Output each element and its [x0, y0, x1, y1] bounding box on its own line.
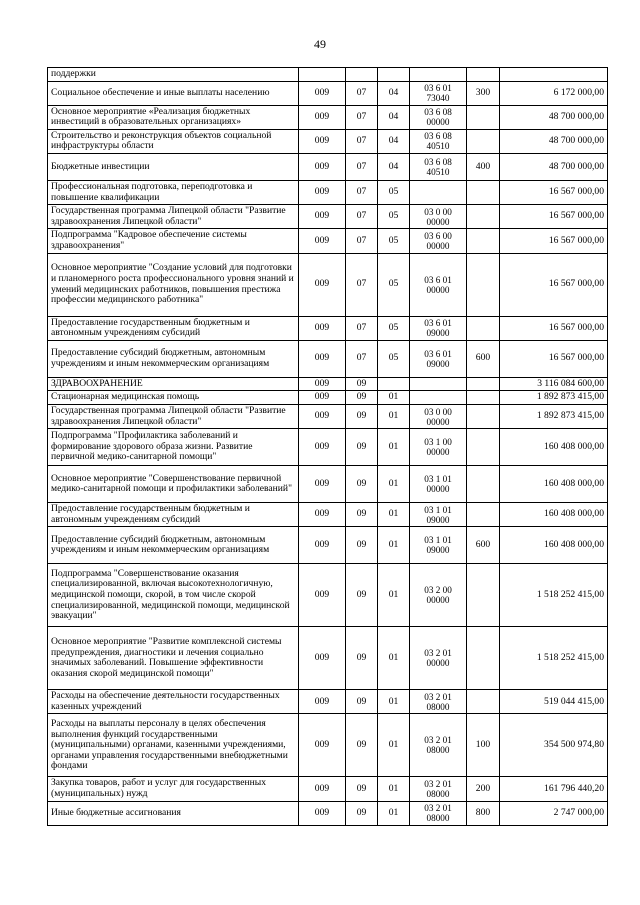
row-expense-type — [467, 253, 500, 316]
row-subsection-code — [378, 68, 410, 82]
row-subsection-code: 05 — [378, 340, 410, 377]
row-subsection-code: 05 — [378, 205, 410, 229]
row-ministry-code: 009 — [299, 391, 346, 405]
row-expense-type — [467, 316, 500, 340]
row-subsection-code: 01 — [378, 714, 410, 777]
row-ministry-code: 009 — [299, 564, 346, 627]
row-amount: 354 500 974,80 — [500, 714, 608, 777]
row-expense-type — [467, 68, 500, 82]
row-section-code: 09 — [346, 503, 378, 527]
row-expense-type — [467, 391, 500, 405]
row-amount: 16 567 000,00 — [500, 205, 608, 229]
row-subsection-code: 01 — [378, 391, 410, 405]
row-target-code: 03 2 01 08000 — [410, 690, 467, 714]
row-ministry-code: 009 — [299, 503, 346, 527]
row-amount: 2 747 000,00 — [500, 801, 608, 825]
row-subsection-code: 04 — [378, 129, 410, 153]
row-target-code: 03 1 01 09000 — [410, 503, 467, 527]
row-ministry-code: 009 — [299, 316, 346, 340]
row-target-code: 03 6 08 00000 — [410, 105, 467, 129]
table-row — [48, 503, 608, 527]
row-section-code: 07 — [346, 81, 378, 105]
row-subsection-code: 05 — [378, 316, 410, 340]
row-target-code: 03 2 00 00000 — [410, 564, 467, 627]
row-ministry-code: 009 — [299, 377, 346, 391]
row-expense-type: 600 — [467, 340, 500, 377]
table-row — [48, 801, 608, 825]
row-name: Закупка товаров, работ и услуг для государственных (муниципальных) нужд — [48, 777, 299, 801]
row-subsection-code: 01 — [378, 466, 410, 503]
row-amount: 48 700 000,00 — [500, 105, 608, 129]
table-row — [48, 429, 608, 466]
table-row — [48, 777, 608, 801]
row-ministry-code: 009 — [299, 429, 346, 466]
row-target-code: 03 2 01 08000 — [410, 714, 467, 777]
row-expense-type: 600 — [467, 527, 500, 564]
table-row — [48, 105, 608, 129]
row-subsection-code: 01 — [378, 527, 410, 564]
row-subsection-code: 01 — [378, 564, 410, 627]
page-number: 49 — [314, 37, 326, 51]
row-name: Предоставление субсидий бюджетным, автономным учреждениям и иным некоммерческим организациям — [48, 527, 299, 564]
row-target-code: 03 0 00 00000 — [410, 205, 467, 229]
table-row — [48, 205, 608, 229]
row-name: Строительство и реконструкция объектов социальной инфраструктуры области — [48, 129, 299, 153]
table-row — [48, 81, 608, 105]
row-ministry-code: 009 — [299, 229, 346, 253]
row-ministry-code: 009 — [299, 180, 346, 204]
row-section-code: 07 — [346, 340, 378, 377]
budget-table-body — [48, 68, 608, 826]
row-section-code: 09 — [346, 627, 378, 690]
table-row — [48, 253, 608, 316]
row-ministry-code: 009 — [299, 129, 346, 153]
table-row — [48, 316, 608, 340]
row-name: ЗДРАВООХРАНЕНИЕ — [48, 377, 299, 391]
row-expense-type: 800 — [467, 801, 500, 825]
row-target-code: 03 1 01 00000 — [410, 466, 467, 503]
row-amount: 16 567 000,00 — [500, 229, 608, 253]
row-name: Предоставление субсидий бюджетным, автономным учреждениям и иным некоммерческим организациям — [48, 340, 299, 377]
row-subsection-code — [378, 377, 410, 391]
row-name: Предоставление государственным бюджетным и автономным учреждениям субсидий — [48, 503, 299, 527]
row-target-code: 03 0 00 00000 — [410, 404, 467, 428]
row-subsection-code: 04 — [378, 105, 410, 129]
row-name: Предоставление государственным бюджетным и автономным учреждениям субсидий — [48, 316, 299, 340]
row-name: Социальное обеспечение и иные выплаты населению — [48, 81, 299, 105]
table-row — [48, 564, 608, 627]
row-name: Государственная программа Липецкой области "Развитие здравоохранения Липецкой области" — [48, 205, 299, 229]
table-row — [48, 391, 608, 405]
row-expense-type — [467, 180, 500, 204]
row-amount: 1 518 252 415,00 — [500, 627, 608, 690]
row-amount: 48 700 000,00 — [500, 129, 608, 153]
row-amount: 161 796 440,20 — [500, 777, 608, 801]
row-amount — [500, 68, 608, 82]
row-subsection-code: 01 — [378, 801, 410, 825]
row-name: Основное мероприятие «Реализация бюджетных инвестиций в образовательных организациях» — [48, 105, 299, 129]
row-amount: 16 567 000,00 — [500, 340, 608, 377]
row-expense-type: 400 — [467, 153, 500, 180]
row-ministry-code: 009 — [299, 105, 346, 129]
row-subsection-code: 04 — [378, 81, 410, 105]
row-ministry-code: 009 — [299, 801, 346, 825]
row-section-code: 09 — [346, 404, 378, 428]
row-name: Бюджетные инвестиции — [48, 153, 299, 180]
row-target-code — [410, 68, 467, 82]
table-row — [48, 690, 608, 714]
row-subsection-code: 04 — [378, 153, 410, 180]
row-name: Профессиональная подготовка, переподготовка и повышение квалификации — [48, 180, 299, 204]
row-expense-type — [467, 564, 500, 627]
table-row — [48, 466, 608, 503]
row-name: Основное мероприятие "Совершенствование первичной медико-санитарной помощи и профилактики заболеваний" — [48, 466, 299, 503]
row-name: Подпрограмма "Кадровое обеспечение системы здравоохранения" — [48, 229, 299, 253]
row-section-code: 07 — [346, 205, 378, 229]
row-subsection-code: 01 — [378, 690, 410, 714]
row-ministry-code: 009 — [299, 714, 346, 777]
row-expense-type — [467, 503, 500, 527]
row-section-code: 07 — [346, 253, 378, 316]
row-name: Стационарная медицинская помощь — [48, 391, 299, 405]
row-ministry-code: 009 — [299, 690, 346, 714]
row-ministry-code: 009 — [299, 81, 346, 105]
row-target-code: 03 2 01 08000 — [410, 801, 467, 825]
row-subsection-code: 01 — [378, 627, 410, 690]
table-row — [48, 627, 608, 690]
row-expense-type: 100 — [467, 714, 500, 777]
row-target-code: 03 6 00 00000 — [410, 229, 467, 253]
row-amount: 6 172 000,00 — [500, 81, 608, 105]
row-section-code: 07 — [346, 129, 378, 153]
row-ministry-code: 009 — [299, 777, 346, 801]
row-name: Расходы на обеспечение деятельности государственных казенных учреждений — [48, 690, 299, 714]
row-expense-type: 200 — [467, 777, 500, 801]
row-subsection-code: 05 — [378, 229, 410, 253]
row-name: Расходы на выплаты персоналу в целях обеспечения выполнения функций государственными (муниципальными) органами, казенными учреждениями, органами управления государственными внебюджетными фондами — [48, 714, 299, 777]
row-target-code: 03 1 01 09000 — [410, 527, 467, 564]
row-name: Государственная программа Липецкой области "Развитие здравоохранения Липецкой области" — [48, 404, 299, 428]
budget-table — [47, 67, 608, 826]
row-amount: 16 567 000,00 — [500, 316, 608, 340]
row-ministry-code: 009 — [299, 466, 346, 503]
row-ministry-code: 009 — [299, 253, 346, 316]
row-section-code: 09 — [346, 777, 378, 801]
row-ministry-code: 009 — [299, 404, 346, 428]
row-name: Основное мероприятие "Развитие комплексной системы предупреждения, диагностики и лечения социально значимых заболеваний. Повышение эффективности оказания скорой медицинской помощи" — [48, 627, 299, 690]
row-amount: 519 044 415,00 — [500, 690, 608, 714]
row-target-code: 03 6 08 40510 — [410, 153, 467, 180]
row-expense-type — [467, 429, 500, 466]
table-row — [48, 377, 608, 391]
row-section-code: 09 — [346, 527, 378, 564]
row-amount: 160 408 000,00 — [500, 503, 608, 527]
row-ministry-code: 009 — [299, 153, 346, 180]
row-amount: 160 408 000,00 — [500, 466, 608, 503]
row-subsection-code: 01 — [378, 503, 410, 527]
row-name: Подпрограмма "Совершенствование оказания специализированной, включая высокотехнологичную, медицинской помощи, скорой, в том числе скорой специализированной, медицинской помощи, медицинской эвакуации" — [48, 564, 299, 627]
row-target-code: 03 6 01 00000 — [410, 253, 467, 316]
row-amount: 16 567 000,00 — [500, 253, 608, 316]
row-subsection-code: 01 — [378, 404, 410, 428]
row-amount: 3 116 084 600,00 — [500, 377, 608, 391]
row-section-code: 09 — [346, 690, 378, 714]
row-subsection-code: 01 — [378, 777, 410, 801]
row-amount: 16 567 000,00 — [500, 180, 608, 204]
row-target-code: 03 6 01 73040 — [410, 81, 467, 105]
row-target-code: 03 2 01 08000 — [410, 777, 467, 801]
row-ministry-code: 009 — [299, 527, 346, 564]
row-amount: 160 408 000,00 — [500, 527, 608, 564]
table-row — [48, 129, 608, 153]
row-expense-type — [467, 627, 500, 690]
table-row — [48, 153, 608, 180]
row-target-code — [410, 377, 467, 391]
row-target-code — [410, 180, 467, 204]
row-section-code: 07 — [346, 180, 378, 204]
table-row — [48, 180, 608, 204]
row-section-code — [346, 68, 378, 82]
row-target-code: 03 2 01 00000 — [410, 627, 467, 690]
table-row — [48, 68, 608, 82]
row-section-code: 09 — [346, 564, 378, 627]
row-target-code — [410, 391, 467, 405]
row-amount: 1 892 873 415,00 — [500, 391, 608, 405]
table-row — [48, 714, 608, 777]
row-expense-type — [467, 404, 500, 428]
row-expense-type — [467, 205, 500, 229]
table-row — [48, 340, 608, 377]
row-section-code: 09 — [346, 429, 378, 466]
row-section-code: 07 — [346, 153, 378, 180]
row-section-code: 09 — [346, 391, 378, 405]
row-ministry-code: 009 — [299, 205, 346, 229]
row-target-code: 03 1 00 00000 — [410, 429, 467, 466]
row-section-code: 09 — [346, 801, 378, 825]
row-expense-type — [467, 377, 500, 391]
row-target-code: 03 6 01 09000 — [410, 340, 467, 377]
table-row — [48, 527, 608, 564]
row-expense-type — [467, 466, 500, 503]
row-subsection-code: 05 — [378, 180, 410, 204]
row-ministry-code: 009 — [299, 627, 346, 690]
row-section-code: 07 — [346, 229, 378, 253]
row-name: Основное мероприятие "Создание условий для подготовки и планомерного роста профессионального уровня знаний и умений медицинских работников, повышения престижа профессии медицинского работника" — [48, 253, 299, 316]
row-target-code: 03 6 01 09000 — [410, 316, 467, 340]
row-section-code: 07 — [346, 105, 378, 129]
row-name: поддержки — [48, 68, 299, 82]
row-section-code: 09 — [346, 714, 378, 777]
row-section-code: 07 — [346, 316, 378, 340]
row-target-code: 03 6 08 40510 — [410, 129, 467, 153]
table-row — [48, 404, 608, 428]
row-expense-type — [467, 229, 500, 253]
row-subsection-code: 01 — [378, 429, 410, 466]
row-expense-type — [467, 129, 500, 153]
row-name: Подпрограмма "Профилактика заболеваний и формирование здорового образа жизни. Развитие первичной медико-санитарной помощи" — [48, 429, 299, 466]
row-expense-type — [467, 690, 500, 714]
row-subsection-code: 05 — [378, 253, 410, 316]
row-amount: 160 408 000,00 — [500, 429, 608, 466]
row-ministry-code — [299, 68, 346, 82]
row-ministry-code: 009 — [299, 340, 346, 377]
row-section-code: 09 — [346, 377, 378, 391]
row-expense-type — [467, 105, 500, 129]
row-amount: 1 518 252 415,00 — [500, 564, 608, 627]
row-name: Иные бюджетные ассигнования — [48, 801, 299, 825]
row-expense-type: 300 — [467, 81, 500, 105]
table-row — [48, 229, 608, 253]
row-section-code: 09 — [346, 466, 378, 503]
row-amount: 1 892 873 415,00 — [500, 404, 608, 428]
row-amount: 48 700 000,00 — [500, 153, 608, 180]
